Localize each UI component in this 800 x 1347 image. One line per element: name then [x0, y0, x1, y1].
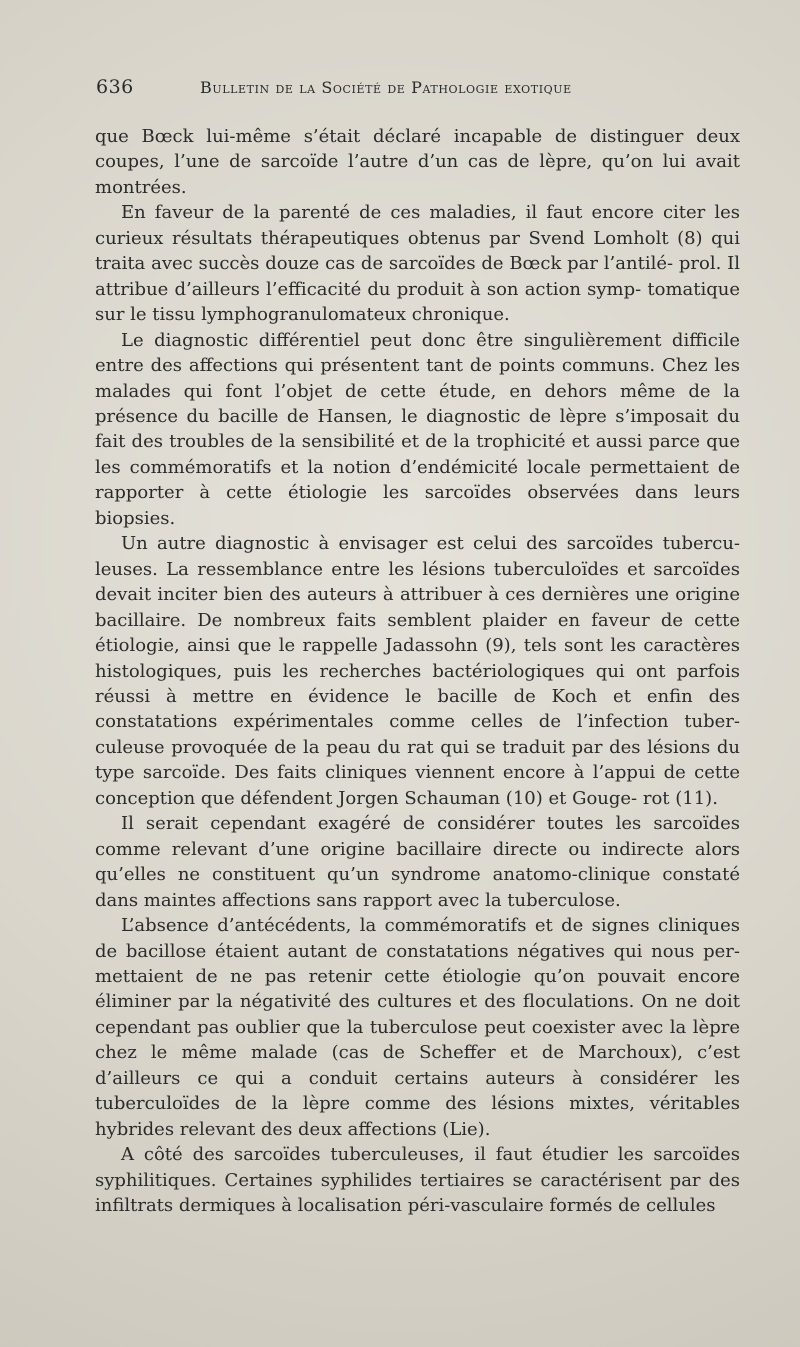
paragraph-3: Le diagnostic différentiel peut donc être singulièrement difficile entre des affections qui présentent tant de points communs. Chez les malades qui font l’objet de cette étude, en dehors même de la présence du bacille de Hansen, le diagnostic de lèpre s’imposait du fait des troubles de la sensibilité et de la trophicité et aussi parce que les commémoratifs et la notion d’endémicité locale permettaient de rapporter à cette étiologie les sarcoïdes observées dans leurs biopsies.	[95, 329, 740, 529]
paragraph-1: que Bœck lui-même s’était déclaré incapable de distinguer deux coupes, l’une de sarcoïde l’autre d’un cas de lèpre, qu’on lui avait montrées.	[95, 126, 740, 198]
paragraph-6: L’absence d’antécédents, la commémoratifs et de signes cliniques de bacillose étaient autant de constatations négatives qui nous per- mettaient de ne pas retenir cette étiologie qu’on pouvait encore éliminer par la négativité des cultures et des floculations. On ne doit cependant pas oublier que la tuberculose peut coexister avec la lèpre chez le même malade (cas de Scheffer et de Marchoux), c’est d’ailleurs ce qui a conduit certains auteurs à considérer les tuberculoïdes de la lèpre comme des lésions mixtes, véritables hybrides relevant des deux affections (Lie).	[95, 915, 740, 1140]
paragraph-5: Il serait cependant exagéré de considérer toutes les sarcoïdes comme relevant d’une origine bacillaire directe ou indirecte alors qu’elles ne constituent qu’un syndrome anatomo-clinique constaté dans maintes affections sans rapport avec la tuberculose.	[95, 813, 740, 911]
running-title: Bulletin de la Société de Pathologie exotique	[200, 78, 572, 97]
paragraph-4: Un autre diagnostic à envisager est celui des sarcoïdes tubercu- leuses. La ressemblance entre les lésions tuberculoïdes et sarcoïdes devait inciter bien des auteurs à attribuer à ces dernières une origine bacillaire. De nombreux faits semblent plaider en faveur de cette étiologie, ainsi que le rappelle Jadassohn (9), tels sont les caractères histologiques, puis les recherches bactériologiques qui ont parfois réussi à mettre en évidence le bacille de Koch et enfin des constatations expérimentales comme celles de l’infection tuber- culeuse provoquée de la peau du rat qui se traduit par des lésions du type sarcoïde. Des faits cliniques viennent encore à l’appui de cette conception que défendent Jorgen Schauman (10) et Gouge- rot (11).	[95, 533, 740, 809]
page-header	[96, 68, 742, 104]
body-text	[95, 124, 740, 1218]
page-number: 636	[96, 76, 134, 98]
paragraph-2: En faveur de la parenté de ces maladies, il faut encore citer les curieux résultats thérapeutiques obtenus par Svend Lomholt (8) qui traita avec succès douze cas de sarcoïdes de Bœck par l’antilé- prol. Il attribue d’ailleurs l’efficacité du produit à son action symp- tomatique sur le tissu lymphogranulomateux chronique.	[95, 202, 740, 326]
paragraph-7: A côté des sarcoïdes tuberculeuses, il faut étudier les sarcoïdes syphilitiques. Certaines syphilides tertiaires se caractérisent par des infiltrats dermiques à localisation péri-vasculaire formés de cellules	[95, 1144, 740, 1217]
